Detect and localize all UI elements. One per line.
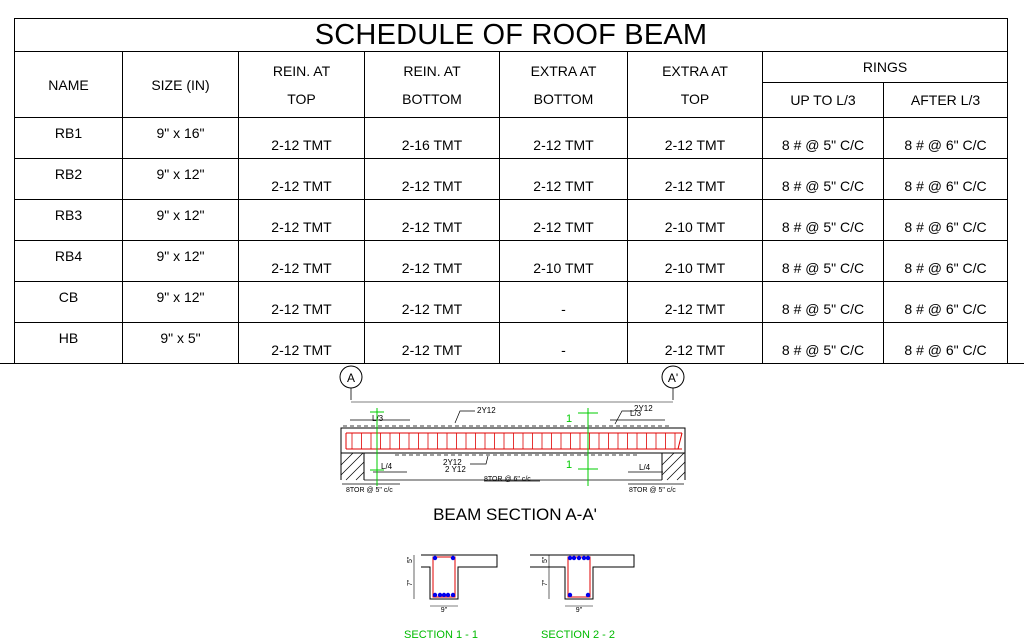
label-2y12-right: 2Y12	[634, 404, 653, 413]
header-rein-top-line2: TOP	[287, 90, 316, 107]
cell-rein-bottom: 2-12 TMT	[365, 200, 500, 241]
cell-extra-bottom: -	[500, 282, 628, 323]
header-extra-top-line1: EXTRA AT	[662, 62, 728, 79]
label-2y12-b1: 2Y12	[443, 458, 462, 467]
cell-extra-bottom: 2-12 TMT	[500, 118, 628, 159]
cell-name: RB1	[15, 118, 123, 159]
cell-rings-upto: 8 # @ 5" C/C	[763, 323, 884, 364]
cell-extra-bottom: 2-12 TMT	[500, 159, 628, 200]
cell-rein-bottom: 2-12 TMT	[365, 159, 500, 200]
header-rings-upto: UP TO L/3	[763, 83, 884, 118]
d2-width-dim: 9"	[575, 607, 583, 614]
label-8tor-mid: 8TOR @ 6" c/c	[484, 476, 531, 483]
header-extra-bottom-line1: EXTRA AT	[530, 62, 597, 79]
cell-size: 9" x 12"	[123, 159, 239, 200]
beam-section-title: BEAM SECTION A-A'	[433, 505, 597, 524]
label-8tor-left: 8TOR @ 5" c/c	[346, 487, 393, 494]
d1-side-dim: 7"	[407, 579, 414, 586]
label-2y12-top: 2Y12	[477, 406, 496, 415]
section-mark-2: 1	[566, 459, 573, 471]
d2-top-dim: 5"	[542, 556, 549, 563]
cell-name: HB	[15, 323, 123, 364]
support-hatch-right	[662, 453, 685, 480]
cell-extra-bottom: 2-10 TMT	[500, 241, 628, 282]
rebar-stirrups	[352, 433, 675, 449]
section-mark-1: 1	[566, 413, 573, 425]
cell-extra-top: 2-12 TMT	[628, 118, 763, 159]
cell-size: 9" x 5"	[123, 323, 239, 364]
cell-extra-top: 2-12 TMT	[628, 323, 763, 364]
cell-extra-top: 2-12 TMT	[628, 282, 763, 323]
header-rein-top-line1: REIN. AT	[272, 62, 331, 79]
cell-rein-top: 2-12 TMT	[239, 200, 365, 241]
header-extra-bottom-line2: BOTTOM	[533, 90, 594, 107]
section-1-detail	[407, 555, 497, 614]
cell-rings-upto: 8 # @ 5" C/C	[763, 282, 884, 323]
cell-rein-bottom: 2-12 TMT	[365, 323, 500, 364]
cell-rings-after: 8 # @ 6" C/C	[884, 241, 1008, 282]
section-1-caption: SECTION 1 - 1	[404, 629, 478, 641]
cell-extra-bottom: -	[500, 323, 628, 364]
header-rein-bottom-line2: BOTTOM	[402, 90, 462, 107]
grid-label-a: A	[346, 371, 356, 385]
schedule-title: SCHEDULE OF ROOF BEAM	[15, 19, 1008, 52]
cell-rings-after: 8 # @ 6" C/C	[884, 159, 1008, 200]
header-rein-bottom-line1: REIN. AT	[403, 62, 461, 79]
cell-rein-top: 2-12 TMT	[239, 159, 365, 200]
header-rings: RINGS	[763, 52, 1008, 83]
grid-label-a-prime: A'	[667, 371, 679, 385]
d1-width-dim: 9"	[440, 607, 448, 614]
header-rings-after: AFTER L/3	[884, 83, 1008, 118]
cell-name: RB3	[15, 200, 123, 241]
label-l3-right: L/3	[630, 409, 642, 418]
cell-rein-top: 2-12 TMT	[239, 282, 365, 323]
cell-rings-upto: 8 # @ 5" C/C	[763, 241, 884, 282]
cell-rein-top: 2-12 TMT	[239, 241, 365, 282]
cell-extra-top: 2-10 TMT	[628, 241, 763, 282]
header-name: NAME	[15, 52, 123, 118]
header-size: SIZE (IN)	[123, 52, 239, 118]
cell-rein-top: 2-12 TMT	[239, 118, 365, 159]
grid-bubble-a	[340, 366, 362, 388]
support-hatch-left	[341, 453, 364, 480]
d1-top-dim: 5"	[407, 556, 414, 563]
cell-extra-top: 2-10 TMT	[628, 200, 763, 241]
rebar-main	[346, 433, 682, 449]
cell-size: 9" x 12"	[123, 200, 239, 241]
cell-size: 9" x 12"	[123, 282, 239, 323]
cell-rein-bottom: 2-12 TMT	[365, 241, 500, 282]
cell-rein-bottom: 2-16 TMT	[365, 118, 500, 159]
label-l3-left: L/3	[372, 414, 384, 423]
cell-rein-bottom: 2-12 TMT	[365, 282, 500, 323]
cell-name: RB2	[15, 159, 123, 200]
section-2-caption: SECTION 2 - 2	[541, 629, 615, 641]
label-2y12-b2: 2 Y12	[445, 465, 466, 474]
cell-rings-after: 8 # @ 6" C/C	[884, 200, 1008, 241]
cell-rings-after: 8 # @ 6" C/C	[884, 323, 1008, 364]
section-2-detail	[530, 555, 634, 614]
cell-rings-upto: 8 # @ 5" C/C	[763, 159, 884, 200]
cell-size: 9" x 12"	[123, 241, 239, 282]
cell-rings-upto: 8 # @ 5" C/C	[763, 200, 884, 241]
cell-name: CB	[15, 282, 123, 323]
label-l4-left: L/4	[381, 462, 393, 471]
label-8tor-right: 8TOR @ 5" c/c	[629, 487, 676, 494]
cell-size: 9" x 16"	[123, 118, 239, 159]
leader-2y12-bottom	[470, 456, 488, 464]
cell-rings-after: 8 # @ 6" C/C	[884, 118, 1008, 159]
cell-extra-bottom: 2-12 TMT	[500, 200, 628, 241]
leader-2y12-top	[455, 411, 475, 423]
d2-side-dim: 7"	[542, 579, 549, 586]
cell-rings-after: 8 # @ 6" C/C	[884, 282, 1008, 323]
header-extra-top-line2: TOP	[680, 90, 710, 107]
cell-rings-upto: 8 # @ 5" C/C	[763, 118, 884, 159]
label-l4-right: L/4	[639, 463, 651, 472]
cell-name: RB4	[15, 241, 123, 282]
cell-rein-top: 2-12 TMT	[239, 323, 365, 364]
cell-extra-top: 2-12 TMT	[628, 159, 763, 200]
grid-bubble-a-prime	[662, 366, 684, 388]
